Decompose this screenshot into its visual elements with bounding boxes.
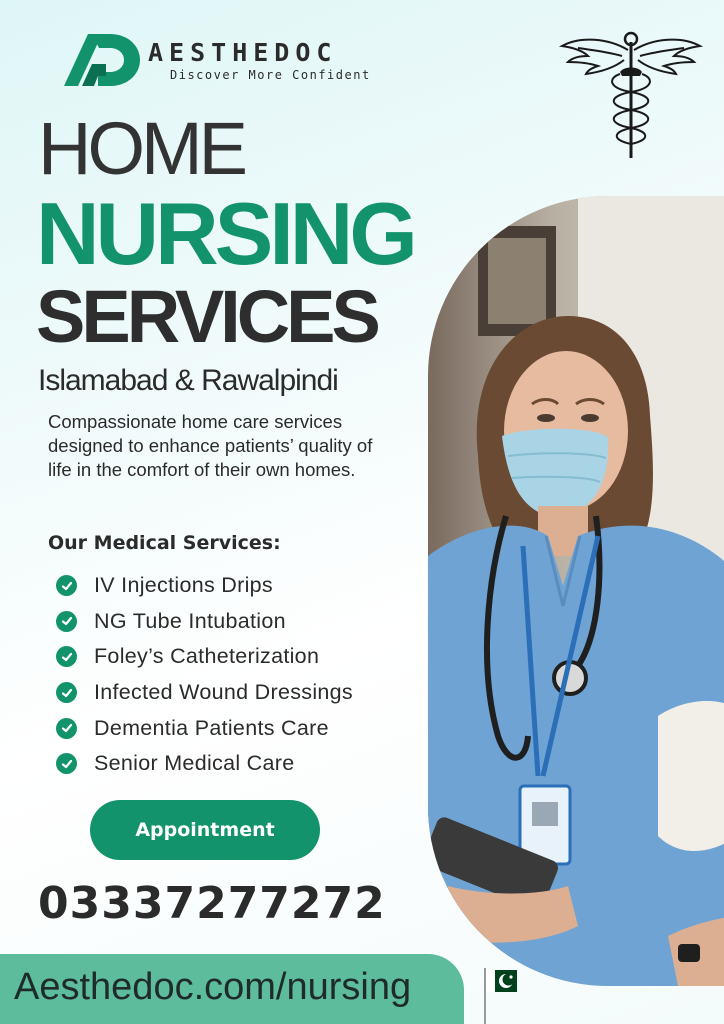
check-circle-icon xyxy=(56,753,77,774)
location-text: Islamabad & Rawalpindi xyxy=(38,364,338,397)
service-item xyxy=(56,639,353,675)
pakistan-flag-icon xyxy=(482,966,520,1024)
service-label: IV Injections Drips xyxy=(94,573,273,598)
check-circle-icon xyxy=(56,575,77,596)
brand-name: AESTHEDOC xyxy=(148,38,338,67)
appointment-button[interactable]: Appointment xyxy=(90,800,320,860)
services-list xyxy=(56,568,353,782)
check-circle-icon xyxy=(56,682,77,703)
services-title: Our Medical Services: xyxy=(48,532,281,554)
headline-nursing: NURSING xyxy=(36,184,414,283)
service-label: NG Tube Intubation xyxy=(94,608,286,633)
check-circle-icon xyxy=(56,718,77,739)
brand-tagline: Discover More Confident xyxy=(170,68,371,82)
headline-services: SERVICES xyxy=(36,275,377,358)
phone-number[interactable]: 03337277272 xyxy=(38,878,386,929)
caduceus-icon xyxy=(558,28,704,162)
service-label: Senior Medical Care xyxy=(94,751,295,776)
headline-home: HOME xyxy=(38,107,244,190)
service-item xyxy=(56,675,353,711)
check-circle-icon xyxy=(56,646,77,667)
aesthedoc-logo-icon xyxy=(62,30,142,88)
service-item xyxy=(56,568,353,604)
description-text: Compassionate home care services designed to enhance patients’ quality of life in the comfort of their own homes. xyxy=(48,411,373,480)
service-label: Foley’s Catheterization xyxy=(94,644,320,669)
check-circle-icon xyxy=(56,611,77,632)
service-item xyxy=(56,710,353,746)
nurse-photo xyxy=(428,196,724,986)
website-link[interactable]: Aesthedoc.com/nursing xyxy=(14,966,412,1008)
service-label: Dementia Patients Care xyxy=(94,715,329,740)
service-label: Infected Wound Dressings xyxy=(94,680,353,705)
service-item xyxy=(56,746,353,782)
nurse-illustration xyxy=(428,196,724,986)
service-item xyxy=(56,604,353,640)
